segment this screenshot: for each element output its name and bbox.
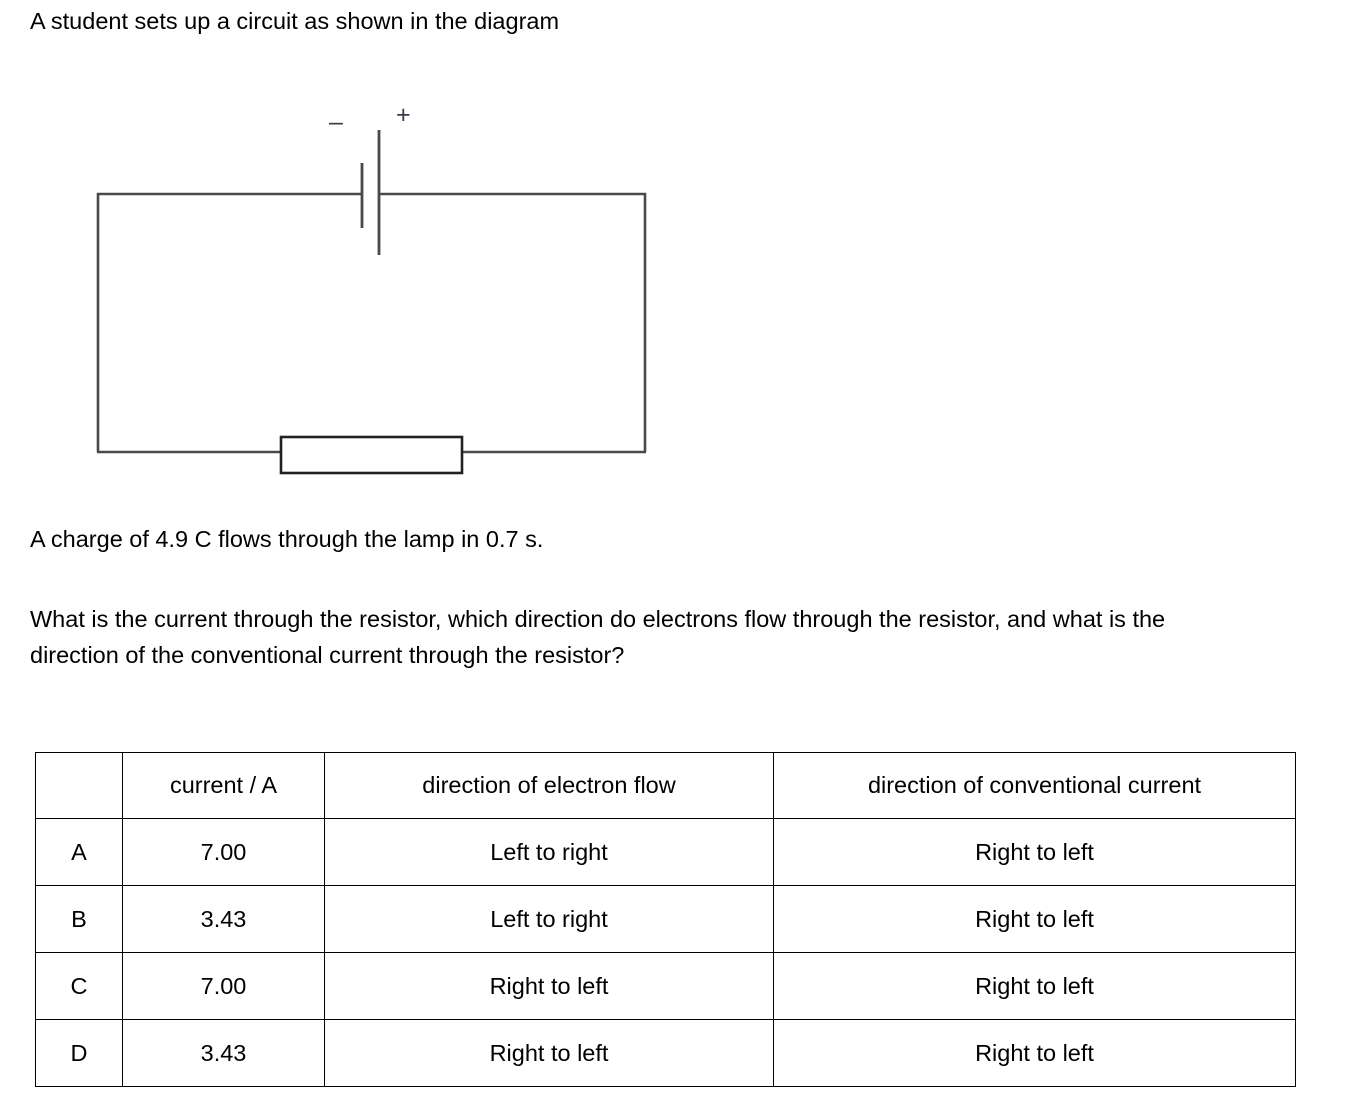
option-current: 7.00	[123, 819, 325, 886]
header-blank	[36, 753, 123, 819]
table-row[interactable]	[36, 953, 1296, 1020]
answer-options-table	[35, 752, 1296, 1087]
option-current: 7.00	[123, 953, 325, 1020]
resistor-body	[281, 437, 462, 473]
circuit-diagram-svg	[0, 90, 700, 490]
table-row[interactable]	[36, 819, 1296, 886]
option-letter: C	[36, 953, 123, 1020]
option-electron-flow: Left to right	[325, 819, 774, 886]
question-text: What is the current through the resistor, which direction do electrons flow through the resistor, and what is the direction of the conventional current through the resistor?	[30, 606, 1166, 668]
option-electron-flow: Left to right	[325, 886, 774, 953]
option-electron-flow: Right to left	[325, 953, 774, 1020]
option-letter: A	[36, 819, 123, 886]
option-conventional-current: Right to left	[774, 953, 1296, 1020]
circuit-diagram	[0, 90, 700, 490]
header-electron-flow: direction of electron flow	[325, 753, 774, 819]
header-conventional-current: direction of conventional current	[774, 753, 1296, 819]
charge-statement: A charge of 4.9 C flows through the lamp in 0.7 s.	[30, 526, 544, 552]
option-letter: B	[36, 886, 123, 953]
option-current: 3.43	[123, 1020, 325, 1087]
option-letter: D	[36, 1020, 123, 1087]
table-header-row	[36, 753, 1296, 819]
option-conventional-current: Right to left	[774, 1020, 1296, 1087]
option-current: 3.43	[123, 886, 325, 953]
option-conventional-current: Right to left	[774, 886, 1296, 953]
battery-negative-sign: –	[329, 108, 343, 136]
option-conventional-current: Right to left	[774, 819, 1296, 886]
header-current: current / A	[123, 753, 325, 819]
intro-text: A student sets up a circuit as shown in the diagram	[30, 8, 560, 34]
battery-positive-sign: +	[396, 101, 411, 129]
table-row[interactable]	[36, 886, 1296, 953]
table-row[interactable]	[36, 1020, 1296, 1087]
option-electron-flow: Right to left	[325, 1020, 774, 1087]
